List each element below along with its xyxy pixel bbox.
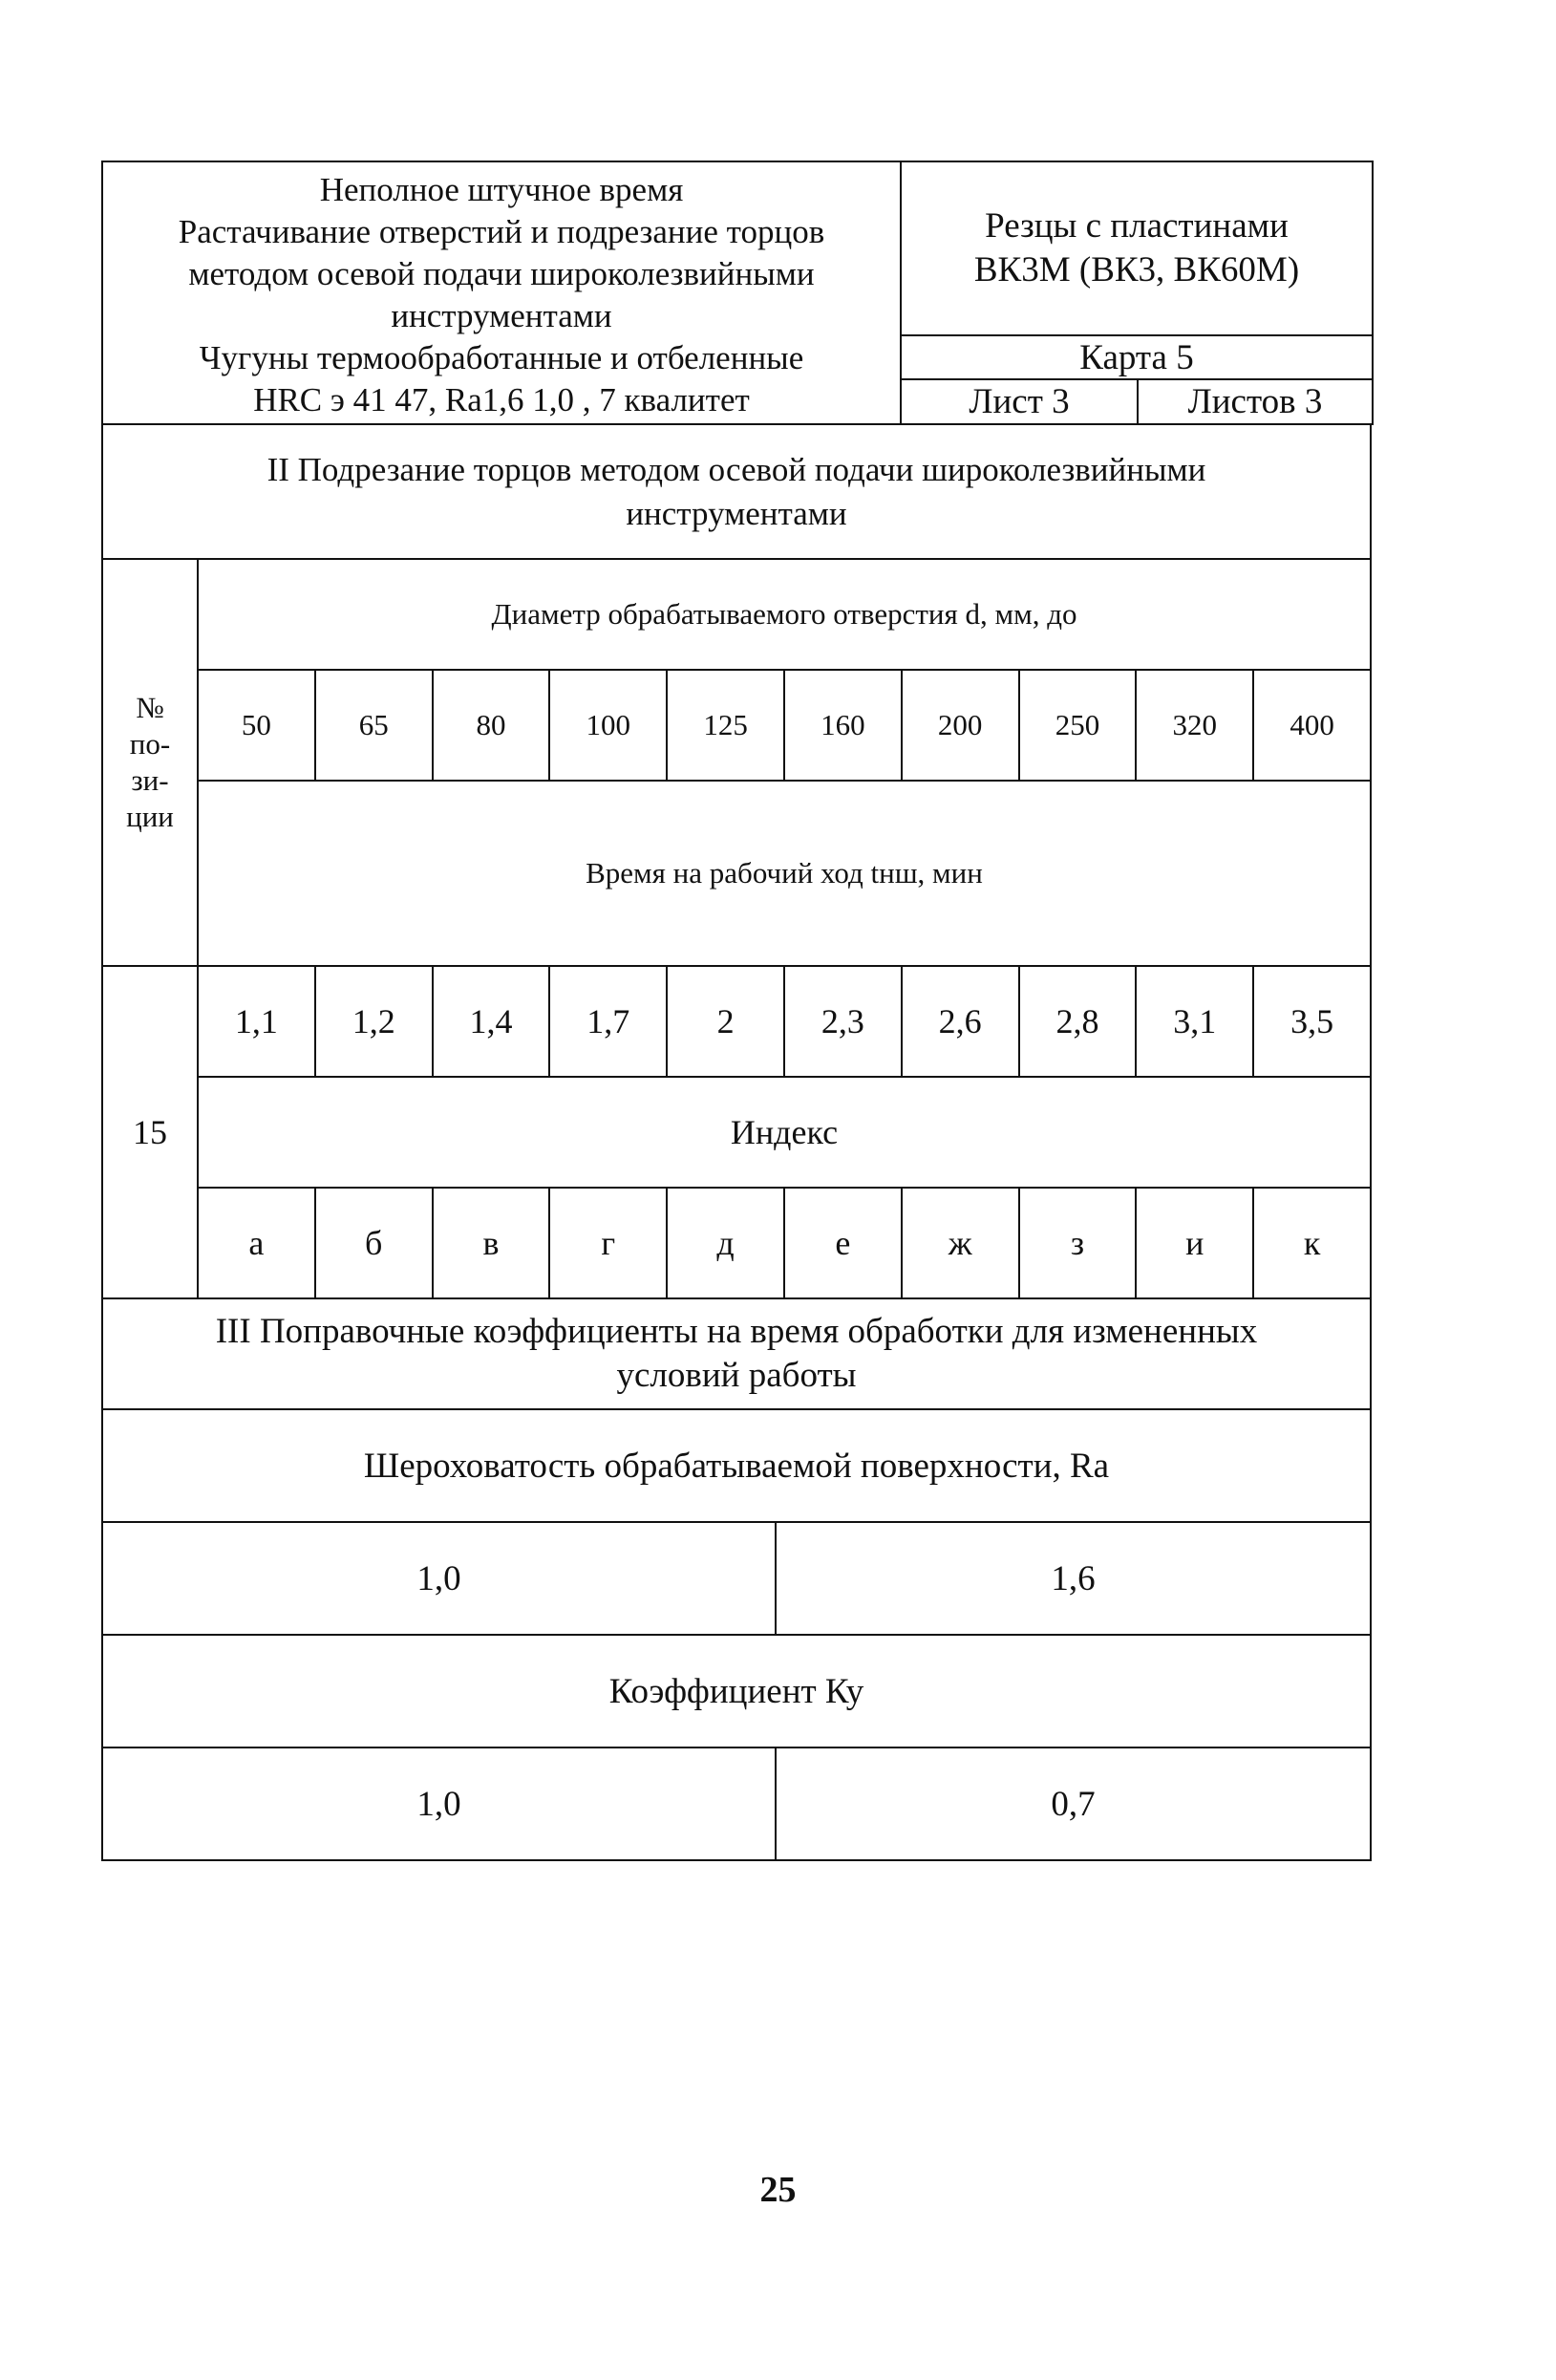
coefficient-header: Коэффициент Ку — [102, 1635, 1371, 1747]
sheets-total: Листов 3 — [1138, 379, 1373, 424]
tool-line: Резцы с пластинами — [985, 206, 1289, 246]
roughness-header: Шероховатость обрабатываемой поверхности, Ra — [102, 1409, 1371, 1522]
position-value: 15 — [102, 966, 198, 1298]
title-line: методом осевой подачи широколезвийными — [188, 254, 815, 292]
time-cell: 2,3 — [784, 966, 902, 1077]
index-cell: г — [549, 1188, 667, 1298]
index-cell: и — [1136, 1188, 1253, 1298]
section-3-title-line: условий работы — [616, 1356, 857, 1395]
diameter-cell: 160 — [784, 670, 902, 781]
diameter-cell: 400 — [1253, 670, 1371, 781]
index-cell: б — [315, 1188, 433, 1298]
index-cell: к — [1253, 1188, 1371, 1298]
title-line: HRC э 41 47, Ra1,6 1,0 , 7 квалитет — [253, 380, 750, 418]
index-cell: д — [667, 1188, 784, 1298]
index-cell: в — [433, 1188, 550, 1298]
position-label-line: по- — [129, 727, 171, 761]
index-cell: а — [198, 1188, 315, 1298]
position-label-line: зи- — [131, 763, 169, 797]
section-2-title — [102, 424, 1371, 559]
time-cell: 1,2 — [315, 966, 433, 1077]
title-line: Чугуны термообработанные и отбеленные — [199, 338, 804, 376]
title-line: инструментами — [391, 296, 612, 334]
page-number: 25 — [759, 2170, 797, 2210]
diameter-cell: 100 — [549, 670, 667, 781]
section-3-table — [101, 1297, 1372, 1861]
index-cell: ж — [902, 1188, 1019, 1298]
card-title — [102, 161, 901, 424]
diameter-cell: 125 — [667, 670, 784, 781]
section-2-table — [101, 423, 1372, 1299]
roughness-value: 1,6 — [776, 1522, 1371, 1635]
card-header — [101, 161, 1374, 425]
section-2-title-line: II Подрезание торцов методом осевой подачи широколезвийными — [266, 450, 1206, 488]
diameter-header: Диаметр обрабатываемого отверстия d, мм, до — [198, 559, 1371, 670]
time-cell: 1,1 — [198, 966, 315, 1077]
roughness-value: 1,0 — [102, 1522, 776, 1635]
position-header — [102, 559, 198, 966]
tool-description — [901, 161, 1373, 335]
position-label-line: ции — [126, 800, 174, 833]
section-3-title-line: III Поправочные коэффициенты на время обработки для измененных — [215, 1312, 1258, 1351]
time-cell: 2,8 — [1019, 966, 1137, 1077]
diameter-cell: 250 — [1019, 670, 1137, 781]
diameter-cell: 200 — [902, 670, 1019, 781]
time-header: Время на рабочий ход tнш, мин — [198, 781, 1371, 966]
time-cell: 1,4 — [433, 966, 550, 1077]
tool-line: ВК3М (ВК3, ВК60М) — [973, 250, 1300, 289]
time-cell: 1,7 — [549, 966, 667, 1077]
position-label-line: № — [136, 691, 164, 724]
diameter-cell: 65 — [315, 670, 433, 781]
normative-card — [101, 161, 1372, 1861]
time-cell: 3,1 — [1136, 966, 1253, 1077]
coefficient-value: 1,0 — [102, 1747, 776, 1860]
diameter-cell: 320 — [1136, 670, 1253, 781]
coefficient-value: 0,7 — [776, 1747, 1371, 1860]
time-cell: 2,6 — [902, 966, 1019, 1077]
diameter-cell: 50 — [198, 670, 315, 781]
title-line: Растачивание отверстий и подрезание торцов — [178, 212, 825, 250]
title-line: Неполное штучное время — [319, 170, 684, 208]
card-number: Карта 5 — [901, 335, 1373, 379]
time-cell: 3,5 — [1253, 966, 1371, 1077]
index-header: Индекс — [198, 1077, 1371, 1188]
sheet-number: Лист 3 — [901, 379, 1138, 424]
time-cell: 2 — [667, 966, 784, 1077]
index-cell: з — [1019, 1188, 1137, 1298]
section-3-title — [102, 1298, 1371, 1409]
index-cell: е — [784, 1188, 902, 1298]
diameter-cell: 80 — [433, 670, 550, 781]
section-2-title-line: инструментами — [626, 494, 847, 532]
